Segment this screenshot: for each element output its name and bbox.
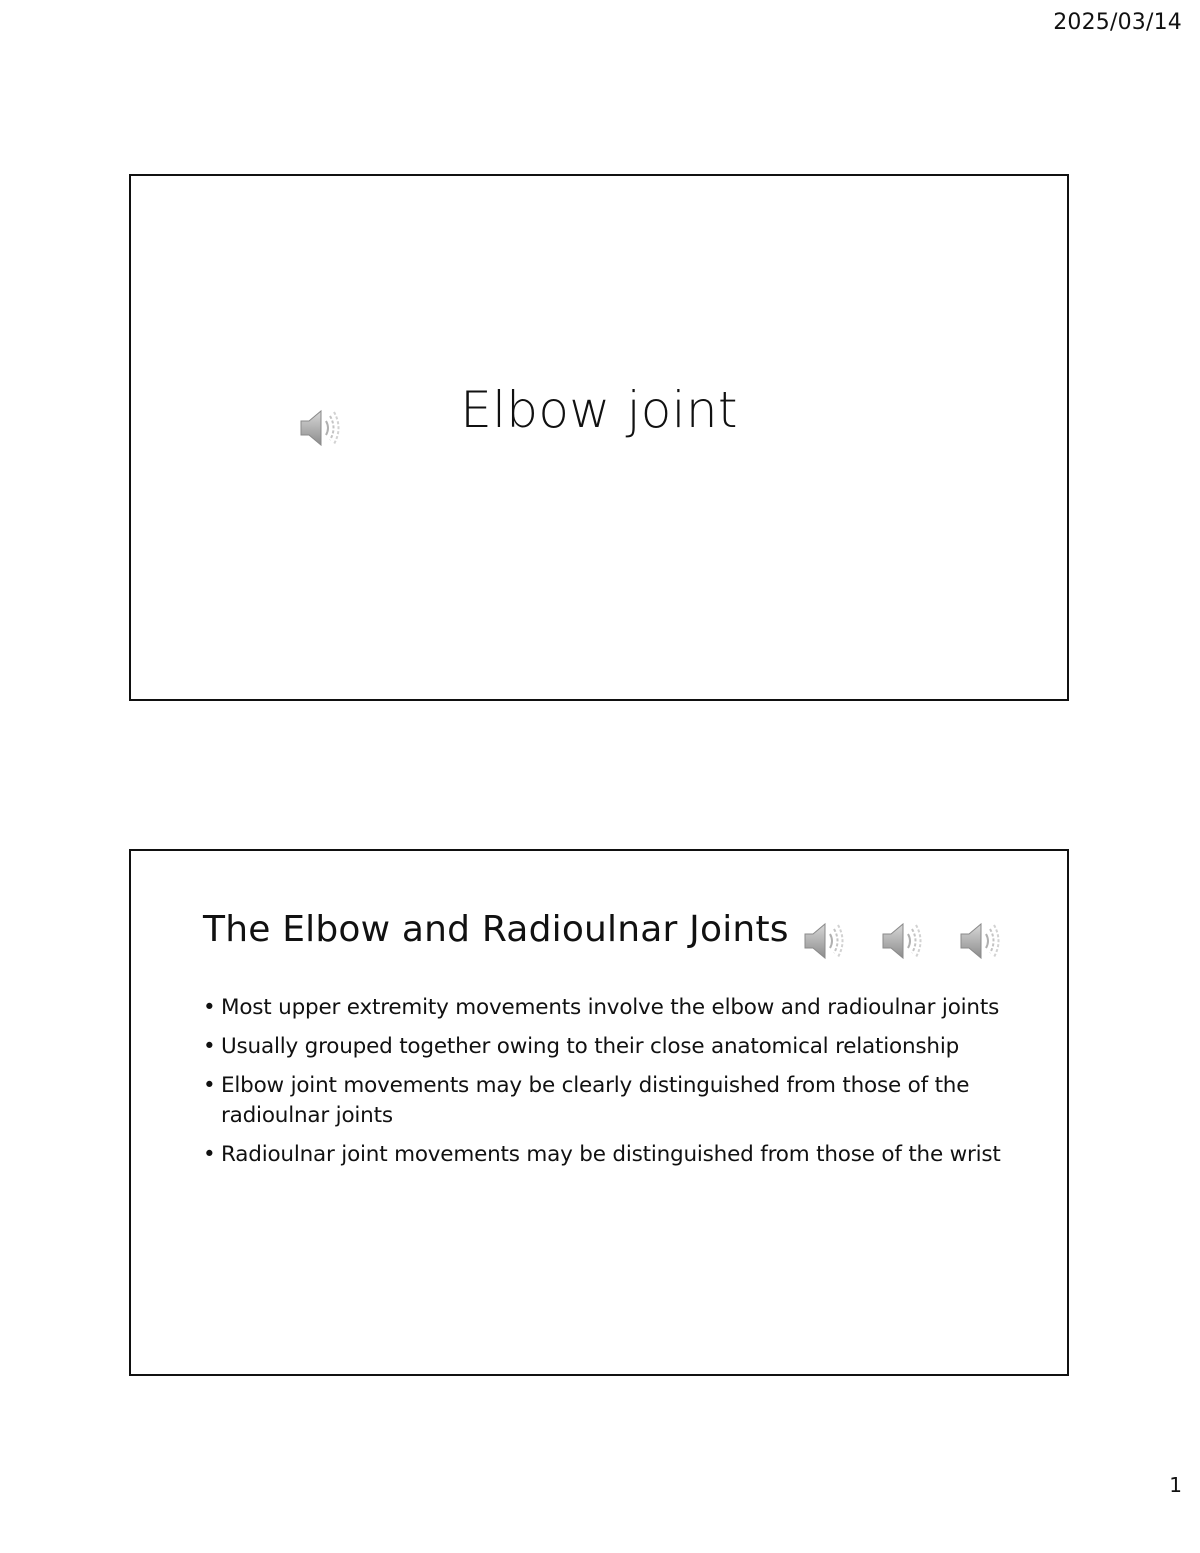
- bullet-item: • Elbow joint movements may be clearly distinguished from those of the radioulnar joints: [203, 1071, 1003, 1131]
- bullet-item: • Most upper extremity movements involve the elbow and radioulnar joints: [203, 993, 1003, 1023]
- speaker-icon[interactable]: [801, 917, 849, 965]
- bullet-item: • Usually grouped together owing to their close anatomical relationship: [203, 1032, 1003, 1062]
- page-number: 1: [1169, 1473, 1182, 1497]
- slide-1: [129, 174, 1069, 701]
- speaker-icon[interactable]: [957, 917, 1005, 965]
- page-date: 2025/03/14: [1053, 10, 1182, 35]
- bullet-list: [203, 993, 1003, 1179]
- bullet-item: • Radioulnar joint movements may be distinguished from those of the wrist: [203, 1140, 1003, 1170]
- slide-title: Elbow joint: [460, 381, 738, 439]
- speaker-icon[interactable]: [879, 917, 927, 965]
- slide-title: The Elbow and Radioulnar Joints: [203, 909, 789, 950]
- slide-2: [129, 849, 1069, 1376]
